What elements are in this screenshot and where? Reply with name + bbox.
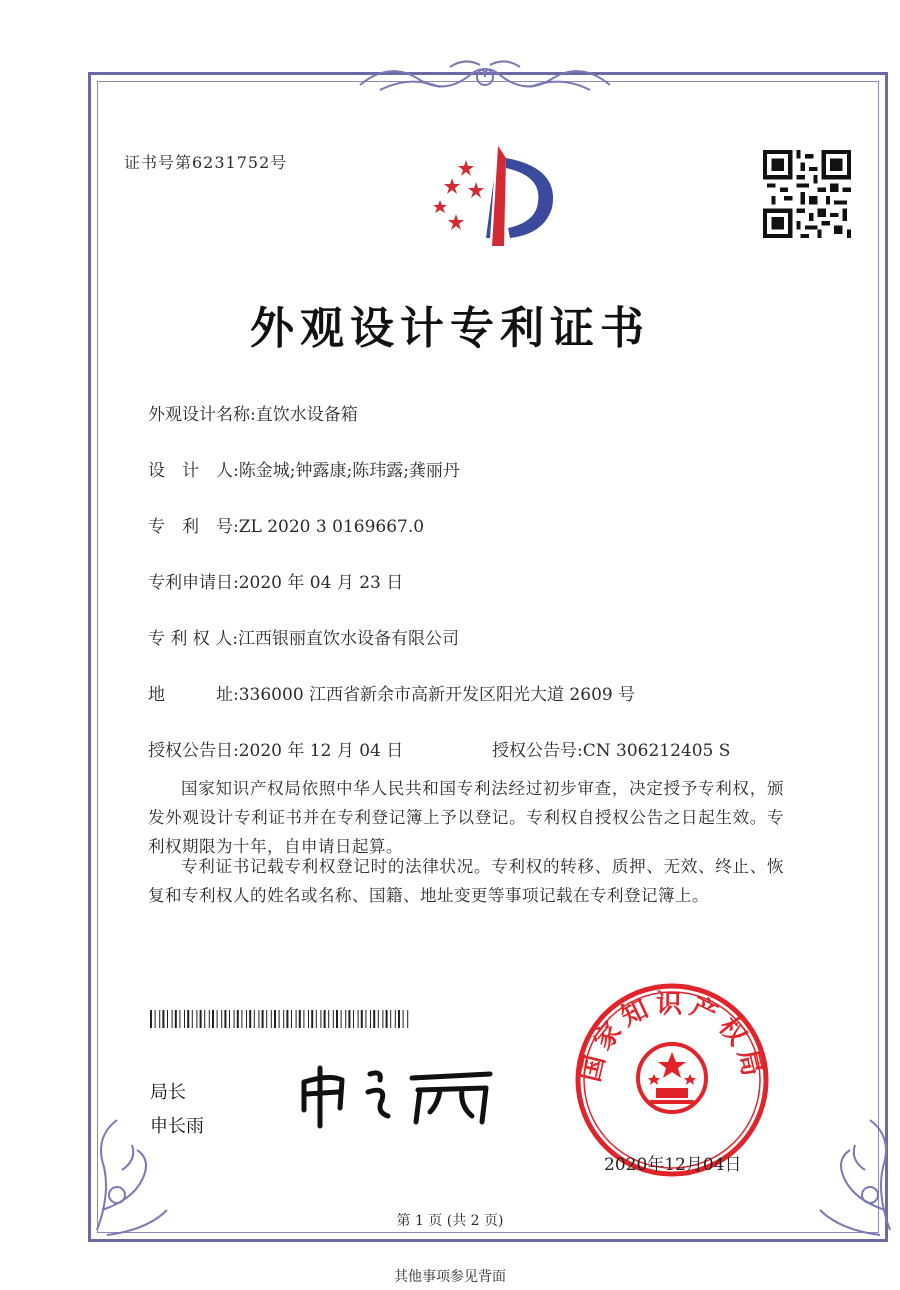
patent-no-value: ZL 2020 3 0169667.0	[238, 517, 425, 537]
director-signature-icon	[290, 1060, 500, 1130]
grant-no-label: 授权公告号:	[492, 741, 583, 761]
field-address	[148, 680, 635, 705]
patentee-value: 江西银丽直饮水设备有限公司	[237, 629, 459, 649]
field-design-name	[148, 400, 358, 425]
field-designers	[148, 456, 460, 481]
patentee-label: 专 利 权 人:	[148, 629, 238, 649]
seal-date: 2020年12月04日	[604, 1155, 742, 1175]
paragraph-grant-statement: 国家知识产权局依照中华人民共和国专利法经过初步审查，决定授予专利权，颁发外观设计专利证书并在专利登记簿上予以登记。专利权自授权公告之日起生效。专利权期限为十年，自申请日起算。	[148, 779, 784, 856]
filing-date-label: 专利申请日:	[148, 573, 239, 593]
patent-no-label: 专 利 号:	[148, 517, 239, 537]
qr-code-icon	[763, 150, 851, 238]
grant-no-value: CN 306212405 S	[582, 741, 731, 761]
director-name: 申长雨	[150, 1116, 204, 1137]
page-number: 第 1 页 (共 2 页)	[396, 1213, 504, 1229]
field-patentee	[148, 624, 459, 649]
certificate-number: 证书号第6231752号	[124, 153, 288, 172]
designers-value: 陈金城;钟露康;陈玮露;龚丽丹	[238, 461, 460, 481]
director-title: 局长	[150, 1082, 186, 1103]
design-name-value: 直饮水设备箱	[255, 405, 358, 425]
field-patent-no	[148, 512, 424, 537]
cnipa-logo-icon	[420, 138, 562, 250]
grant-date-label: 授权公告日:	[148, 741, 239, 761]
address-label: 地 址:	[148, 685, 239, 705]
field-grant-no	[492, 736, 730, 761]
footer-note: 其他事项参见背面	[394, 1269, 506, 1285]
field-grant-date	[148, 736, 403, 761]
design-name-label: 外观设计名称:	[148, 405, 256, 425]
filing-date-value: 2020 年 04 月 23 日	[238, 573, 404, 593]
paragraph-legal-status: 专利证书记载专利权登记时的法律状况。专利权的转移、质押、无效、终止、恢复和专利权人的姓名或名称、国籍、地址变更等事项记载在专利登记簿上。	[148, 857, 784, 905]
designers-label: 设 计 人:	[148, 461, 239, 481]
certificate-title: 外观设计专利证书	[250, 303, 650, 354]
seal-text: 国家知识产权局	[575, 989, 769, 1085]
field-filing-date	[148, 568, 403, 593]
barcode-icon	[150, 1010, 410, 1028]
address-value: 336000 江西省新余市高新开发区阳光大道 2609 号	[238, 685, 636, 705]
top-ornament-icon	[350, 55, 620, 100]
grant-date-value: 2020 年 12 月 04 日	[238, 741, 404, 761]
